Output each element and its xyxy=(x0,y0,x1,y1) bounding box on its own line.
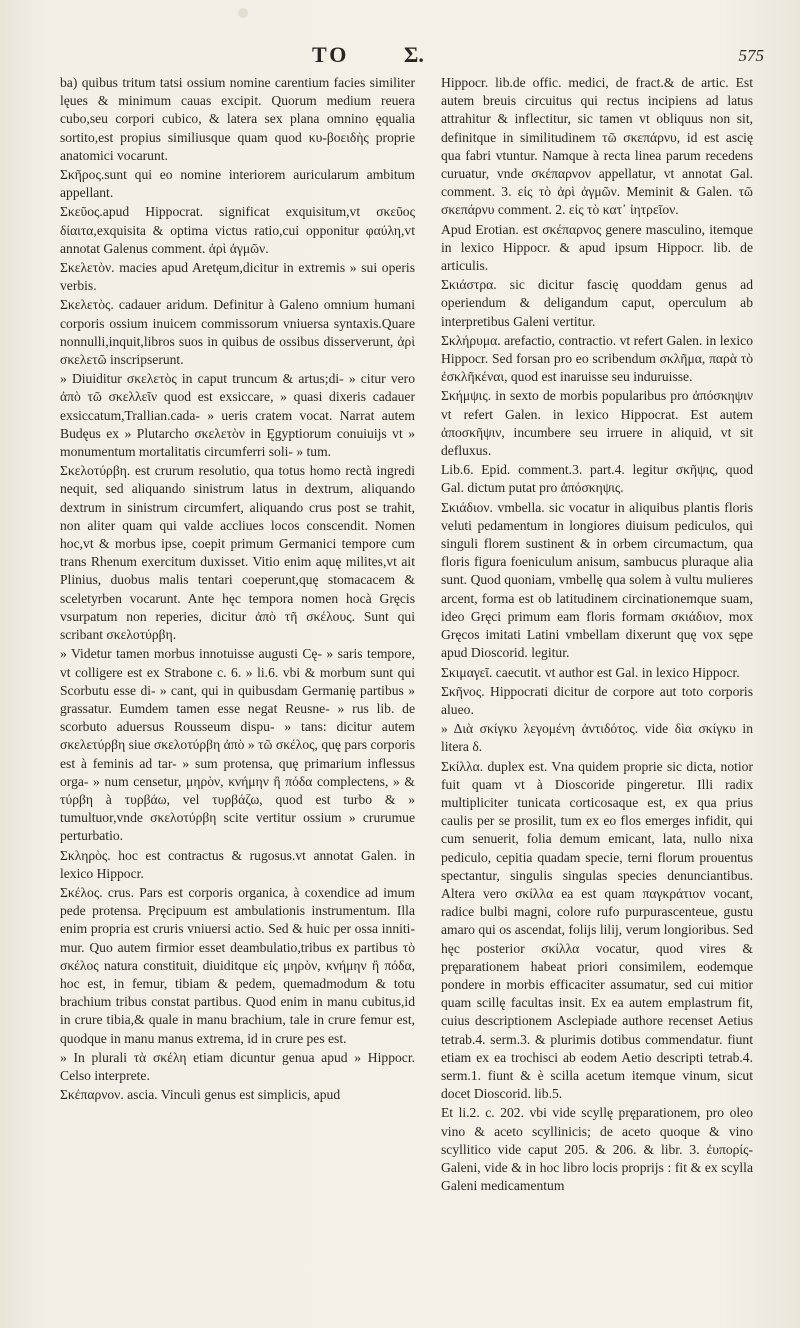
header-left: TO xyxy=(312,42,350,67)
entry-paragraph: Σκληρὸς. hoc est contractus & rugosus.vt annotat Galen. in lexico Hippocr. xyxy=(60,847,415,881)
page-number: 575 xyxy=(738,46,764,65)
entry-paragraph: Σκελετὸν. macies apud Aretęum,dicitur in extremis » sui operis verbis. xyxy=(60,260,415,294)
entry-paragraph: Σκήμψις. in sexto de morbis popularibus pro ἀπόσκηψιν vt refert Galen. in lexico Hippocrat. Est autem ἀποσκῆψιν, incumbere seu irruere in aliquid, vt sit defluxus. xyxy=(441,388,753,459)
entry-paragraph: Σκλήρυμα. arefactio, contractio. vt refert Galen. in lexico Hippocr. Sed forsan pro eo scribendum σκλῆμα, παρὰ τὸ ἐσκλῆκέναι, quod est inaruisse seu induruisse. xyxy=(441,332,753,385)
entry-paragraph: Σκῆνος. Hippocrati dicitur de corpore aut toto corporis alueo. xyxy=(441,683,753,717)
entry-paragraph: Σκιάδιον. vmbella. sic vocatur in aliquibus plantis floris veluti pedamentum in longiores diuisum pediculos, qui singuli florem sustinent & in orbem circumactum, qua floris figura foeniculum anisum, sambucus pluraque alia sunt. Quod quoniam, vmbellę qua solem à vultu mulieres arcent, forma est ob latitudinem circinationemque suam, ideo Gręci primum eam floris formam σκιάδιον, mox Gręcos imitati Latini vmbellam dixerunt quę vox sępe apud Dioscorid. legitur. xyxy=(441,499,753,661)
entry-paragraph: ba) quibus tritum tatsi ossium nomine carentium facies similiter lęues & minimum cauas excipit. Quorum medium reuera cubo,seu corpori cubico, & latera sex plana omnino ęqualia sortito,est propius similiusque quam quod κυ-βοειδὴς proprie anatomici vocarunt. xyxy=(60,75,415,163)
entry-paragraph: Σκιμαγεῖ. caecutit. vt author est Gal. in lexico Hippocr. xyxy=(441,664,740,680)
entry-paragraph: Hippocr. lib.de offic. medici, de fract.& de artic. Est autem breuis circuitus qui rectus incipiens ad latus attrahitur & inflectitur, sic tamen vt obliquus non sit, definitque in similitudinem τῶ σκεπάρνυ, id est ascię qua fabri vtuntur. Namque à recta linea parum recedens curuatur, vnde σκέπαρνον appellatur, vt annotat Gal. comment. 3. εἰς τὸ ἀρὶ ἀγμῶν. Meminit & Galen. τῶ σκεπάρνυ comment. 2. εἰς τὸ κατ᾽ ἰητρεῖον. xyxy=(441,75,753,218)
entry-paragraph: Σκέπαρνον. ascia. Vinculi genus est simplicis, apud xyxy=(60,1087,341,1103)
entry-paragraph: » In plurali τὰ σκέλη etiam dicuntur genua apud » Hippocr. Celso interprete. xyxy=(60,1049,415,1083)
entry-paragraph: » Diuiditur σκελετὸς in caput truncum & artus;di- » citur vero ἀπὸ τῶ σκελλεῖν quod est exsiccare, » quasi dixeris cadauer exsiccatum,Trallian.cada- » ueris cratem vocat. Narrat autem Budęus ex » Plutarcho σκελετὸν in Ęgyptiorum conuiuijs vt » monumentum mortalitatis circumferri soli- » tum. xyxy=(60,371,415,460)
entry-paragraph: Σκέλος. crus. Pars est corporis organica, à coxendice ad imum pede protensa. Pręcipuum est ambulationis instrumentum. Illa enim propria est cruris vniuersi actio. Sed & huic per ossa inniti-mur. Quo autem firmior esset deambulatio,tribus ex partibus τὸ σκέλος natura constituit, diuiditque εἰς μηρὸν, κνήμην ἢ πόδα, hoc est, in femur, tibiam & pedem, quemadmodum & totu brachium tribus constat partibus. Quod enim in manu cubitus,id in crure tibia,& quale in manu brachium, tale in crure femur est, quodque in manu manus extrema, id in crure pes est. xyxy=(60,884,415,1046)
entry-paragraph: Et li.2. c. 202. vbi vide scyllę pręparationem, pro oleo vino & aceto scyllinicis; de aceto quoque & vino scyllitico vide caput 205. & 206. & libr. 3. ἐυπορίς- Galeni, vide & in hoc libro locis proprijs : fit & ex scylla Galeni medicamentum xyxy=(441,1105,753,1194)
right-column xyxy=(441,74,753,1304)
entry-paragraph: Σκελοτύρβη. est crurum resolutio, qua totus homo rectà ingredi nequit, sed aliquando sinistrum latus in dextrum, aliquando dextrum in sinistrum circumfert, aliquando crus post se trahit, non aliter quam qui valde accliues locos conscendit. Nomen hoc,vt & morbus ipse, coepit primum Germanici tempore cum trans Rhenum exercitum duxisset. Vitio enim aquę milites,vt ait Plinius, duobus malis tentari coeperunt,quę stomacacem & sceletyrben vocarunt. Ante hęc tempora nomen hocà Gręcis vsurpatum non reperies, dicitur ἀπὸ τῆ σκέλους. Sunt qui scribant σκελοτύρβη. xyxy=(60,463,415,643)
entry-paragraph: Σκίλλα. duplex est. Vna quidem proprie sic dicta, notior fuit quam vt à Dioscoride pingeretur. Illi radix multipliciter tunicata corticosaque est, ex qua prius caulis per se prosilit, tum ex eo flos emerges infidit, qui cum senuerit, folia demum emicant, lata, nullo nixa pediculo, cepitia quadam specie, terni florum prouentus spectantur, singulis singulas species denunciantibus. Altera vero σκίλλα ea est quam παγκράτιον vocant, radice bulbi magni, colore rufo purpurascenteue, gustu amaro qui os ascendat, folijs lilij, verum longioribus. Sed hęc posterior σκίλλα vocatur, quod vires & pręparationem habeat priori consimilem, eodemque pondere in morbis efficaciter assumatur, sed cui mitior quam scillę facultas insit. Ex ea autem emplastrum fit, cuius descriptionem Asclepiade authore recenset Aetius tetrab.4. serm.3. & plurimis dotibus commendatur. fiunt etiam ex ea trochisci ab eodem Aetio descripti tetrab.4. serm.1. fiunt & è scilla acetum itemque vinum, sicut docet Dioscorid. lib.5. xyxy=(441,758,753,1102)
running-header xyxy=(0,42,800,72)
entry-paragraph: » Διὰ σκίγκυ λεγομένη ἀντιδότος. vide δὶα σκίγκυ in litera δ. xyxy=(441,721,753,755)
entry-paragraph: Σκελετὸς. cadauer aridum. Definitur à Galeno omnium humani corporis ossium inuicem commissorum vniuersa syntaxis.Quare nonnulli,inquit,libros suos in quibus de ossibus disserverunt, ἀρὶ σκελετῶ inscripserunt. xyxy=(60,297,415,368)
entry-paragraph: Σκῆρος.sunt qui eo nomine interiorem auricularum ambitum appellant. xyxy=(60,167,415,201)
left-column xyxy=(60,74,415,1304)
entry-paragraph: Lib.6. Epid. comment.3. part.4. legitur σκῆψις, quod Gal. dictum putat pro ἀπόσκηψις. xyxy=(441,462,753,496)
entry-paragraph: » Videtur tamen morbus innotuisse augusti Cę- » saris tempore, vt colligere est ex Strabone c. 6. » li.6. vbi & morbum sunt qui Scorbutu esse di- » cant, qui in quibusdam Germanię partibus » grassatur. Eumdem tamen esse negat Reusne- » rus lib. de scorbuto aduersus Rousseum dispu- » tans: dicitur autem σκελετύρβη siue σκελοτύρβη ἀπὸ » τῶ σκέλος, quę pars corporis est à feminis ad tar- » sum protensa, quę primarium inflessus orga- » num censetur, μηρὸν, κνήμην ἢ πόδα complectens, » & τύρβη à τυρβάω, vel τυρβάζω, quod est turbo & » tumultuor,vnde σκελοτύρβη scite vertitur ossium » crurumue perturbatio. xyxy=(60,646,415,844)
entry-paragraph: Σκιάστρα. sic dicitur fascię quoddam genus ad operiendum & deligandum caput, operculum ab interpretibus Galeni vertitur. xyxy=(441,277,753,329)
entry-paragraph: Apud Erotian. est σκέπαρνος genere masculino, itemque in lexico Hippocr. & apud ipsum Hippocr. lib. de articulis. xyxy=(441,221,753,274)
entry-paragraph: Σκεῦος.apud Hippocrat. significat exquisitum,vt σκεῦος δίαιτα,exquisita & optima victus ratio,cui opponitur φαύλη,vt annotat Galenus comment. ἀρὶ ἀγμῶν. xyxy=(60,204,415,256)
paper-stain xyxy=(238,8,248,18)
header-right: Σ. xyxy=(404,42,424,67)
